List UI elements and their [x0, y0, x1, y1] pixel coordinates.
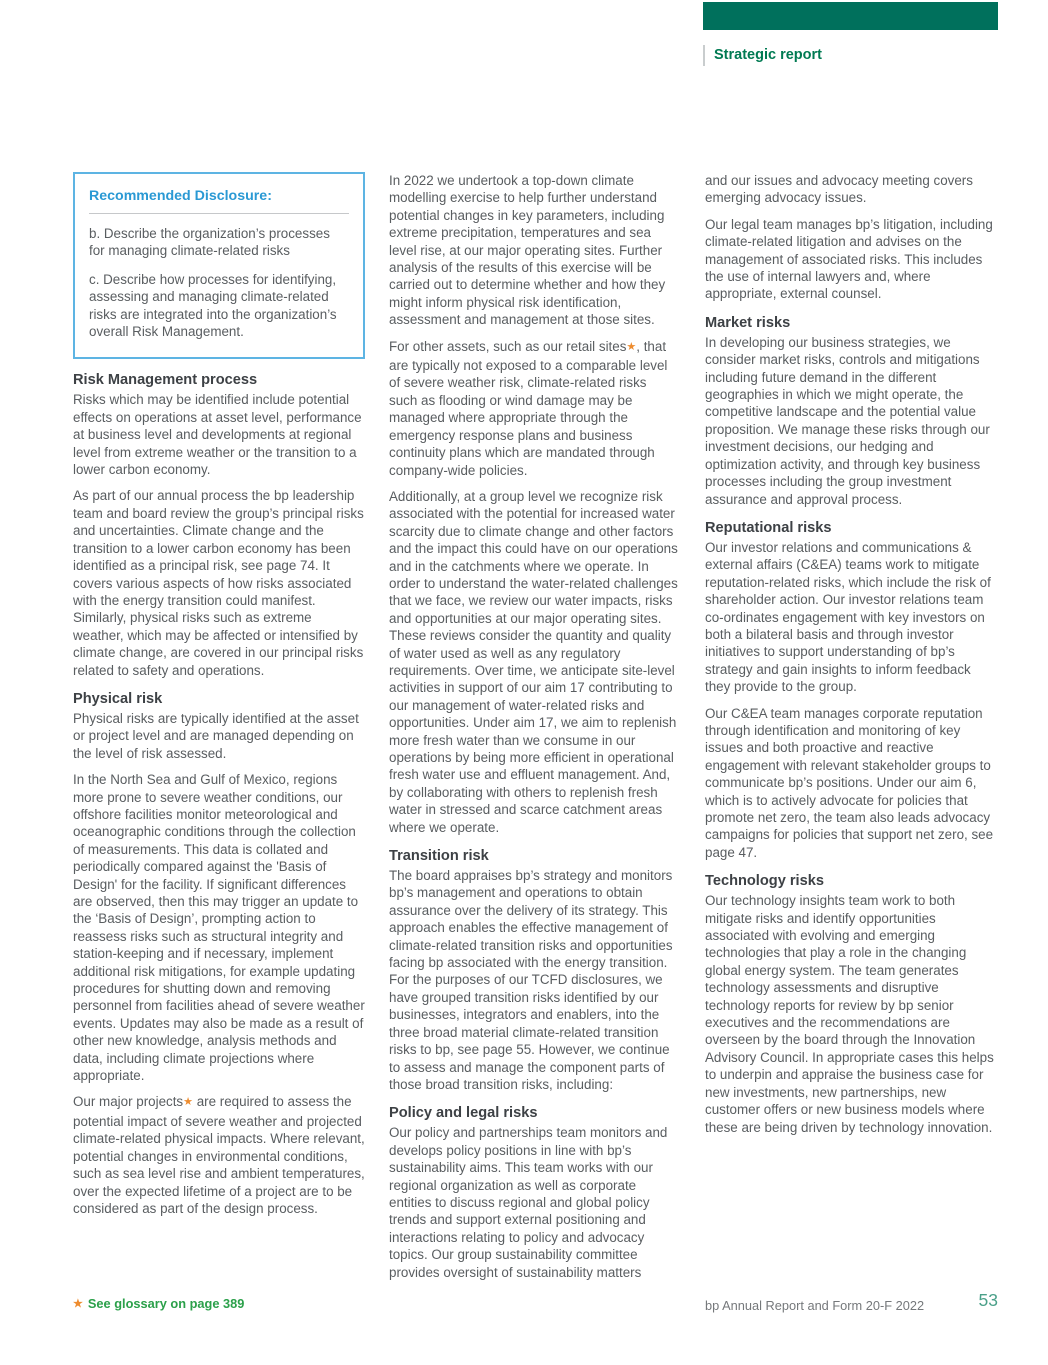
body-paragraph: The board appraises bp’s strategy and monitors bp’s management and operations to obtain assurance over the delivery of its strategy. This approach enables the effective management of climate-related transition risks and opportunities facing bp associated with the energy transition. For the purposes of our TCFD disclosures, we have grouped transition risks identified by our businesses, integrators and enablers, into the three broad material climate-related transition risks to bp, see page 55. However, we continue to assess and manage the component parts of those broad transition risks, including:: [389, 868, 673, 1092]
body-paragraph: Additionally, at a group level we recognize risk associated with the potential for increased water scarcity due to climate change and other factors and the impact this could have on our operations and in the catchments where we operate. In order to understand the water-related challenges that we face, we review our water impacts, risks and opportunities at our major operating sites. These reviews consider the quantity and quality of water used as well as any regulatory requirements. Over time, we anticipate site-level activities in support of our aim 17 contributing to our management of water-related risks and opportunities. Under aim 17, we aim to replenish more fresh water than we consume in our operations by being more efficient in operational fresh water use and effluent management. And, by collaborating with others to replenish fresh water in stressed and scarce catchment areas where we operate.: [389, 488, 678, 835]
body-paragraph: Risks which may be identified include potential effects on operations at asset level, performance at business level and developments at regional level from extreme weather or the transition to a lower carbon economy.: [73, 392, 362, 478]
disclosure-box-title: Recommended Disclosure:: [89, 188, 272, 204]
section-heading: Transition risk: [389, 848, 489, 865]
header-green-bar: [703, 2, 998, 30]
section-heading: Technology risks: [705, 873, 824, 890]
recommended-disclosure-box: [73, 172, 365, 359]
body-paragraph: Our policy and partnerships team monitors and develops policy positions in line with bp’s sustainability aims. This team works with our regional organization as well as corporate entities to discuss regional and global policy trends and support external positioning and interactions relating to policy and advocacy topics. Our group sustainability committee provides oversight of sustainability matters: [389, 1125, 668, 1280]
body-paragraph: As part of our annual process the bp leadership team and board review the group’s principal risks and uncertainties. Climate change and the transition to a lower carbon economy has been identified as a principal risk, see page 74. It covers various aspects of how risks associated with the energy transition could manifest. Similarly, physical risks such as extreme weather, which may be affected or intensified by climate change, are covered in our principal risks related to safety and operations.: [73, 488, 364, 678]
body-paragraph: In the North Sea and Gulf of Mexico, regions more prone to severe weather conditions, our offshore facilities monitor meteorological and oceanographic conditions through the collection of measurements. This data is collated and periodically compared against the 'Basis of Design' for the facility. If significant differences are observed, then this may trigger an update to the ‘Basis of Design’, prompting action to reassess risks such as structural integrity and station-keeping and if necessary, implement additional risk mitigations, for example updating procedures for shutting down and removing personnel from facilities ahead of severe weather events. Updates may also be made as a result of other new knowledge, analysis methods and data, including climate projections where appropriate.: [73, 772, 365, 1084]
page-number: 53: [978, 1290, 998, 1310]
section-heading: Reputational risks: [705, 519, 832, 536]
footer-report-title: bp Annual Report and Form 20-F 2022: [705, 1298, 925, 1313]
glossary-star-icon: ★: [183, 1096, 193, 1109]
glossary-star-icon: ★: [626, 340, 637, 353]
section-heading: Policy and legal risks: [389, 1105, 538, 1122]
disclosure-items: [89, 225, 349, 340]
body-paragraph: Our investor relations and communications & external affairs (C&EA) teams work to mitigate reputation-related risks, which include the risk of shareholder action. Our investor relations team co-ordinates engagement with key investors on both a bilateral basis and through investor initiatives to support understanding of bp’s strategy and gain insights to inform feedback they provide to the group.: [705, 539, 991, 695]
glossary-footnote-label: See glossary on page 389: [87, 1296, 245, 1311]
body-paragraph: Our major projects★ are required to assess the potential impact of severe weather and projected climate-related physical impacts. Where relevant, potential changes in environmental conditions, such as sea level rise and ambient temperatures, over the expected lifetime of a project are to be considered as part of the design process.: [73, 1094, 365, 1216]
section-label-text: Strategic report: [714, 47, 822, 63]
column-1: [73, 172, 365, 1226]
body-paragraph: Our legal team manages bp’s litigation, including climate-related litigation and advises on the management of associated risks. This includes the use of internal lawyers and, where appropriate, external counsel.: [705, 216, 993, 302]
section-heading: Physical risk: [73, 690, 163, 707]
body-paragraph: In developing our business strategies, we consider market risks, controls and mitigations including future demand in the different geographies in which we might operate, the competitive landscape and the potential value proposition. We manage these risks through our investment decisions, our hedging and optimization activity, and through key business processes including the group investment assurance and approval process.: [705, 334, 990, 507]
body-paragraph: and our issues and advocacy meeting covers emerging advocacy issues.: [705, 173, 973, 206]
section-label-divider: [703, 45, 705, 66]
body-paragraph: For other assets, such as our retail sites★, that are typically not exposed to a comparable level of severe weather risk, climate-related risks such as flooding or wind damage may be managed where appropriate through the emergency response plans and business continuity plans which are mandated through company-wide policies.: [389, 338, 668, 478]
section-heading: Market risks: [705, 314, 791, 331]
section-heading: Risk Management process: [73, 372, 258, 389]
section-label: [703, 44, 822, 66]
body-paragraph: Our technology insights team work to both mitigate risks and identify opportunities associated with evolving and emerging technologies that play a role in the changing global energy system. The team generates technology assessments and disruptive technology reports for review by bp senior executives and the recommendations are overseen by the board through the Innovation Advisory Council. In appropriate cases this helps to underpin and appraise the business case for new investments, new partnerships, new customer offers or new business models where these are being driven by technology innovation.: [705, 893, 994, 1135]
glossary-star-icon: ★: [73, 1298, 83, 1310]
glossary-footnote: [73, 1296, 244, 1311]
body-paragraph: In 2022 we undertook a top-down climate modelling exercise to help further understand potential changes in key parameters, including extreme precipitation, temperatures and sea level rise, at our major operating sites. Further analysis of the results of this exercise will be carried out to determine whether and how they might inform physical risk identification, assessment and management at those sites.: [389, 173, 666, 328]
disclosure-item: c. Describe how processes for identifying, assessing and managing climate-related risks are integrated into the organization’s overall Risk Management.: [89, 271, 337, 340]
column-2: [389, 172, 678, 1290]
column-3: [705, 172, 995, 1145]
page-content: [73, 172, 995, 1290]
body-paragraph: Physical risks are typically identified at the asset or project level and are managed depending on the level of risk assessed.: [73, 710, 359, 761]
disclosure-item: b. Describe the organization’s processes for managing climate-related risks: [89, 226, 330, 259]
disclosure-box-rule: [89, 213, 349, 214]
body-paragraph: Our C&EA team manages corporate reputation through identification and monitoring of key issues and both proactive and reactive engagement with relevant stakeholder groups to communicate bp’s positions. Under our aim 6, which is to actively advocate for policies that promote net zero, the team also leads advocacy campaigns for policies that support net zero, see page 47.: [705, 705, 994, 860]
